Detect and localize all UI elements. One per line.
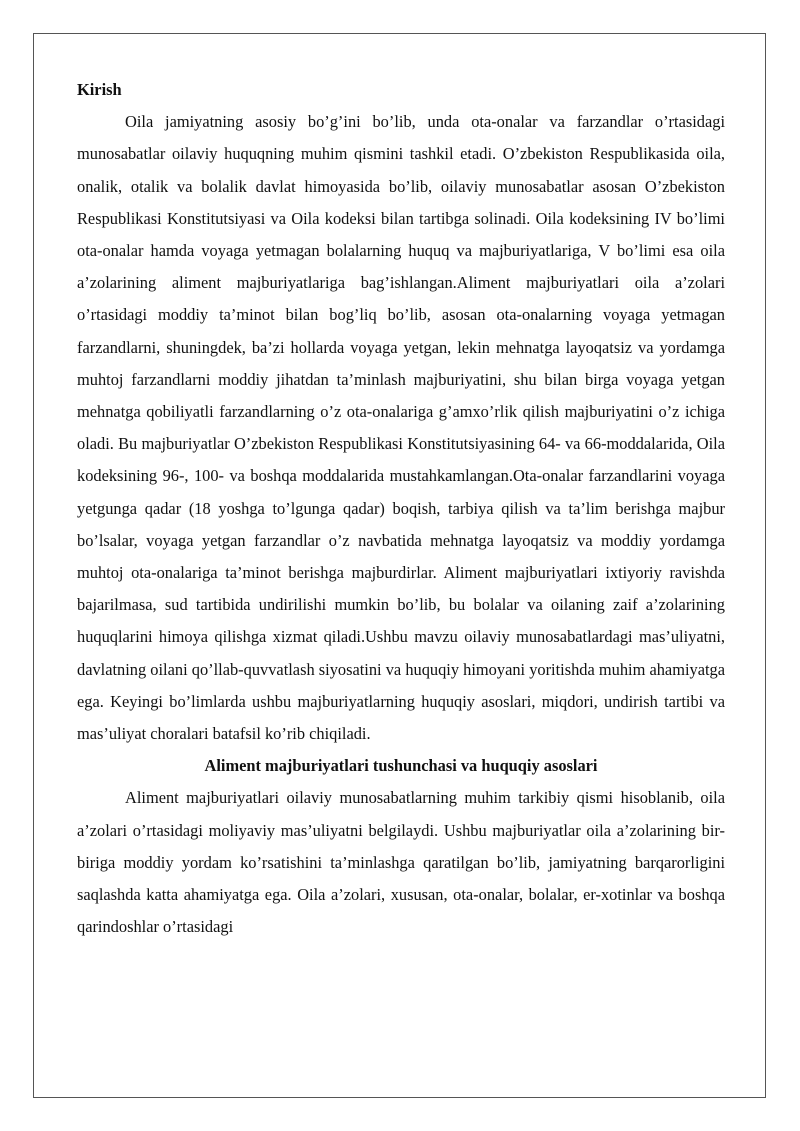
document-body bbox=[77, 74, 725, 943]
intro-paragraph: Oila jamiyatning asosiy bo’g’ini bo’lib, unda ota-onalar va farzandlar o’rtasidagi munosabatlar oilaviy huquqning muhim qismini tashkil etadi. O’zbekiston Respublikasida oila, onalik, otalik va bolalik davlat himoyasida bo’lib, oilaviy munosabatlar asosan O’zbekiston Respublikasi Konstitutsiyasi va Oila kodeksi bilan tartibga solinadi. Oila kodeksining IV bo’limi ota-onalar hamda voyaga yetmagan bolalarning huquq va majburiyatlariga, V bo’limi esa oila a’zolarining aliment majburiyatlariga bag’ishlangan.Aliment majburiyatlari oila a’zolari o’rtasidagi moddiy ta’minot bilan bog’liq bo’lib, asosan ota-onalarning voyaga yetmagan farzandlarni, shuningdek, ba’zi hollarda voyaga yetgan, lekin mehnatga layoqatsiz va yordamga muhtoj farzandlarni moddiy jihatdan ta’minlash majburiyatini, shu bilan birga voyaga yetgan mehnatga qobiliyatli farzandlarning o’z ota-onalariga g’amxo’rlik qilish majburiyatini o’z ichiga oladi. Bu majburiyatlar O’zbekiston Respublikasi Konstitutsiyasining 64- va 66-moddalarida, Oila kodeksining 96-, 100- va boshqa moddalarida mustahkamlangan.Ota-onalar farzandlarini voyaga yetgunga qadar (18 yoshga to’lgunga qadar) boqish, tarbiya qilish va ta’lim berishga majbur bo’lsalar, voyaga yetgan farzandlar o’z navbatida mehnatga layoqatsiz va moddiy yordamga muhtoj ota-onalariga ta’minot berishga majburdirlar. Aliment majburiyatlari ixtiyoriy ravishda bajarilmasa, sud tartibida undirilishi mumkin bo’lib, bu bolalar va oilaning zaif a’zolarining huquqlarini himoya qilishga xizmat qiladi.Ushbu mavzu oilaviy munosabatlardagi mas’uliyatni, davlatning oilani qo’llab-quvvatlash siyosatini va huquqiy himoyani yoritishda muhim ahamiyatga ega. Keyingi bo’limlarda ushbu majburiyatlarning huquqiy asoslari, miqdori, undirish tartibi va mas’uliyat choralari batafsil ko’rib chiqiladi. bbox=[77, 112, 725, 744]
intro-heading: Kirish bbox=[77, 80, 122, 99]
section-paragraph: Aliment majburiyatlari oilaviy munosabatlarning muhim tarkibiy qismi hisoblanib, oila a’zolari o’rtasidagi moliyaviy mas’uliyatni belgilaydi. Ushbu majburiyatlar oila a’zolarining bir-biriga moddiy yordam ko’rsatishini ta’minlashga qaratilgan bo’lib, jamiyatning barqarorligini saqlashda katta ahamiyatga ega. Oila a’zolari, xususan, ota-onalar, bolalar, er-xotinlar va boshqa qarindoshlar o’rtasidagi bbox=[77, 788, 725, 937]
section-heading: Aliment majburiyatlari tushunchasi va huquqiy asoslari bbox=[204, 756, 598, 776]
